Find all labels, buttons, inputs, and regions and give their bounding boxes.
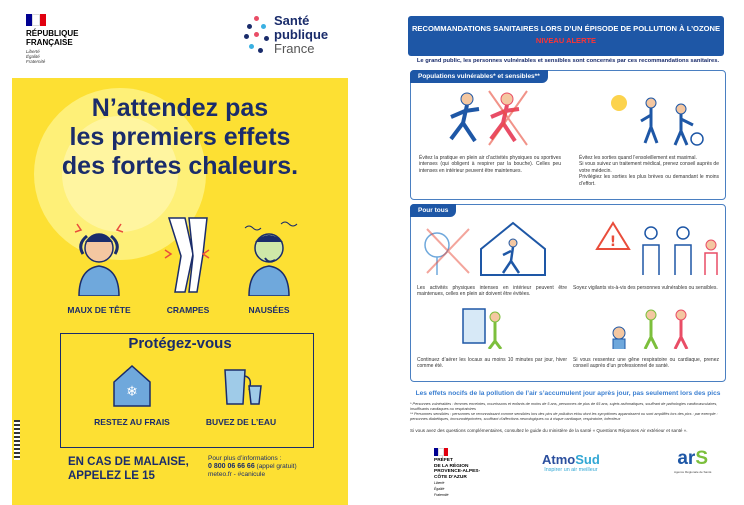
info-heading: Pour plus d’informations : [208, 455, 282, 462]
poster-headline: N’attendez pas les premiers effets des fortes chaleurs. [61, 94, 299, 180]
panel-vulnerable [410, 70, 726, 200]
respiratory-people-icon [607, 305, 697, 349]
contact-note: Si vous avez des questions complémentaires, consultez le guide du ministère de la santé « Questions Réponses Air extérieur et santé ». [410, 428, 688, 433]
panel-vulnerable-left-text: Évitez la pratique en plein air d’activités physiques ou sportives intenses (qui obligent à respirer par la bouche). Celles peu intenses en intérieur peuvent être maintenues. [419, 155, 561, 174]
canicule-poster [12, 0, 348, 505]
protect-stay-cool [84, 360, 180, 427]
panel-everyone-tag: Pour tous [410, 204, 456, 217]
info-site[interactable]: meteo.fr - #canicule [208, 471, 266, 478]
spf-line-1: Santé [274, 13, 310, 28]
runners-crossed-icon [437, 89, 547, 149]
water-pitcher-icon [217, 360, 265, 408]
footnote-vulnerable: * Personnes vulnérables : femmes enceintes, nourrissons et enfants de moins de 5 ans, personnes de plus de 65 ans, sujets asthmatiques, souffrant de pathologies cardiovasculaires, insuffisants cardiaques ou respiratoires [410, 402, 718, 411]
footer-logos [410, 448, 726, 497]
ars-logo: arS Agence Régionale de Santé [674, 448, 712, 474]
ars-subtitle: Agence Régionale de Santé [674, 470, 712, 474]
rf-title-2: FRANÇAISE [26, 38, 73, 47]
symptom-cramps [158, 214, 218, 315]
banner-level: NIVEAU ALERTE [535, 36, 597, 45]
cool-house-icon [110, 360, 154, 408]
prefet-region-logo: PRÉFET DE LA RÉGION PROVENCE-ALPES- CÔTE D’AZUR Liberté Égalité Fraternité [434, 448, 480, 498]
panel-everyone-text-d: Si vous ressentez une gêne respiratoire ou cardiaque, prenez conseil auprès d’un professionnel de santé. [573, 357, 719, 370]
info-phone-note: (appel gratuit) [256, 463, 297, 470]
nausea-person-icon [239, 214, 299, 296]
panel-everyone-text-b: Soyez vigilants vis-à-vis des personnes vulnérables ou sensibles. [573, 285, 718, 291]
cumulative-effects-note: Les effets nocifs de la pollution de l’air s’accumulent jour après jour, pas seulement lors des pics [415, 390, 721, 397]
sante-publique-france-logo [244, 14, 328, 58]
sun-walk-icon [601, 89, 711, 149]
poster-header [12, 0, 348, 78]
republique-francaise-logo [26, 14, 78, 64]
spf-line-2: publique [274, 27, 329, 42]
info-block [208, 455, 297, 479]
malaise-callout: EN CAS DE MALAISE, APPELEZ LE 15 [68, 456, 189, 482]
protect-label: RESTEZ AU FRAIS [94, 417, 170, 427]
cramp-legs-icon [163, 214, 213, 296]
info-phone[interactable]: 0 800 06 66 66 [208, 463, 255, 470]
symptom-label: MAUX DE TÊTE [67, 305, 131, 315]
house-sport-icon [419, 219, 549, 277]
panel-everyone [410, 204, 726, 382]
footnotes [410, 402, 726, 422]
symptom-label: NAUSÉES [248, 305, 290, 315]
panel-everyone-text-a: Les activités physiques intenses en intérieur peuvent être maintenues, celles en plein air doivent être évitées. [417, 285, 567, 298]
window-air-icon [459, 305, 509, 349]
spf-line-3: France [274, 41, 315, 56]
panel-vulnerable-tag: Populations vulnérables* et sensibles** [410, 70, 548, 83]
symptom-headache [64, 214, 134, 315]
atmosud-logo: AtmoSud Inspirer un air meilleur [542, 452, 600, 473]
panel-everyone-text-c: Continuez d’aérer les locaux au moins 10 minutes par jour, hiver comme été. [417, 357, 567, 370]
atmosud-tagline: Inspirer un air meilleur [544, 467, 598, 473]
spf-dots-icon [244, 14, 270, 58]
poster-yellow-panel [12, 78, 348, 505]
svg-text:!: ! [609, 234, 617, 250]
banner-title: RECOMMANDATIONS SANITAIRES LORS D’UN ÉPISODE DE POLLUTION À L’OZONE [411, 24, 721, 33]
protect-label: BUVEZ DE L’EAU [205, 417, 277, 427]
sheet-intro: Le grand public, les personnes vulnérables et sensibles sont concernés par ces recommandations sanitaires. [416, 58, 720, 64]
footnote-sensitive: ** Personnes sensibles : personnes se reconnaissant comme sensibles lors des pics de pollution et/ou dont les symptômes apparaissent ou sont amplifiés lors des pics : par exemple : personnes diabétiques, immunodéprimées, souffrant d’affections neurologiques ou à risque cardiaque, respiratoire, infectieux [410, 412, 718, 421]
svg-text:❄: ❄ [126, 384, 138, 400]
ozone-recommendations-sheet [400, 8, 732, 498]
protect-title: Protégez-vous [12, 335, 348, 352]
headache-person-icon [69, 214, 129, 296]
symptom-label: CRAMPES [166, 305, 210, 315]
french-flag-icon [26, 14, 46, 26]
symptom-nausea [234, 214, 304, 315]
warning-people-icon [593, 219, 721, 277]
panel-vulnerable-right-text: Évitez les sorties quand l’ensoleillement est maximal. Si vous suivez un traitement médical, prenez conseil auprès de votre médecin. Privilégiez les sorties les plus brèves ou demandant le moins d’effort. [579, 155, 719, 187]
french-flag-icon [434, 448, 448, 456]
rf-motto: Liberté Égalité Fraternité [26, 49, 46, 64]
protect-drink-water [188, 360, 294, 427]
rf-title-1: RÉPUBLIQUE [26, 29, 79, 38]
barcode-strip [14, 420, 20, 460]
sheet-banner [408, 16, 724, 56]
